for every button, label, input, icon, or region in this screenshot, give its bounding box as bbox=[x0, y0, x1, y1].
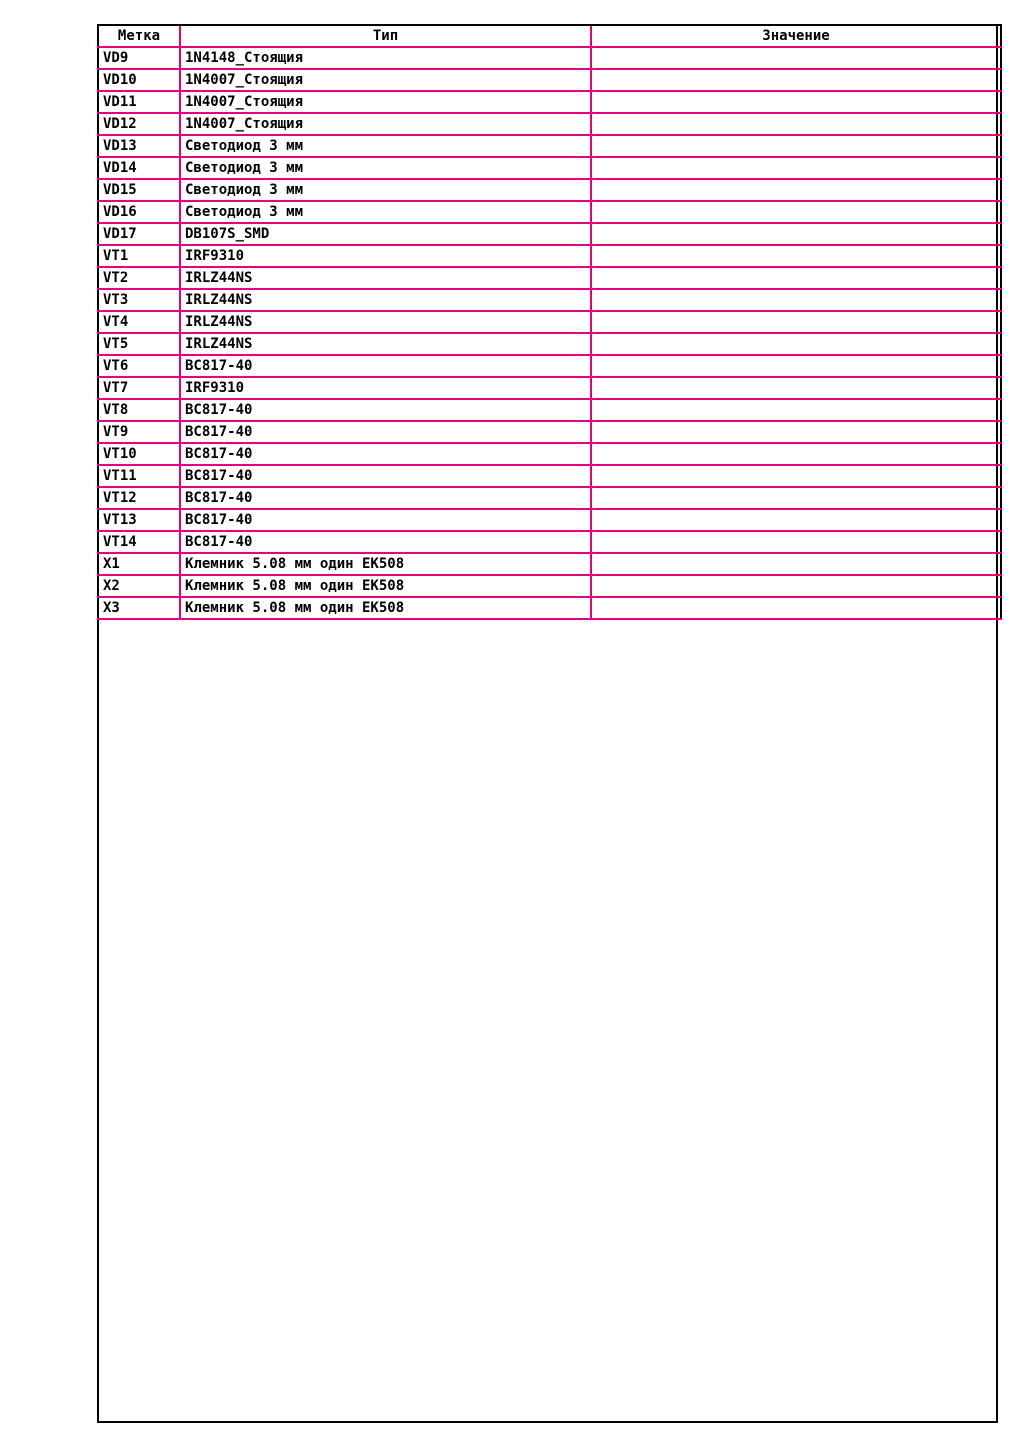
table-row bbox=[98, 487, 1001, 509]
cell-type: IRF9310 bbox=[180, 245, 591, 267]
cell-value bbox=[591, 179, 1001, 201]
table-row bbox=[98, 245, 1001, 267]
cell-value bbox=[591, 91, 1001, 113]
cell-type: BC817-40 bbox=[180, 443, 591, 465]
cell-type: IRLZ44NS bbox=[180, 311, 591, 333]
cell-ref: X3 bbox=[98, 597, 180, 619]
cell-type: Клемник 5.08 мм один EK508 bbox=[180, 553, 591, 575]
table-row bbox=[98, 465, 1001, 487]
cell-type: 1N4148_Стоящия bbox=[180, 47, 591, 69]
cell-ref: VT13 bbox=[98, 509, 180, 531]
cell-ref: VT11 bbox=[98, 465, 180, 487]
cell-value bbox=[591, 267, 1001, 289]
cell-value bbox=[591, 113, 1001, 135]
cell-ref: VD10 bbox=[98, 69, 180, 91]
cell-ref: VD12 bbox=[98, 113, 180, 135]
table-row bbox=[98, 443, 1001, 465]
cell-value bbox=[591, 531, 1001, 553]
table-row bbox=[98, 267, 1001, 289]
cell-value bbox=[591, 597, 1001, 619]
cell-type: Светодиод 3 мм bbox=[180, 201, 591, 223]
cell-type: IRF9310 bbox=[180, 377, 591, 399]
cell-value bbox=[591, 509, 1001, 531]
cell-ref: VT14 bbox=[98, 531, 180, 553]
table-row bbox=[98, 377, 1001, 399]
cell-ref: VD17 bbox=[98, 223, 180, 245]
table-row bbox=[98, 531, 1001, 553]
cell-type: Светодиод 3 мм bbox=[180, 157, 591, 179]
table-row bbox=[98, 355, 1001, 377]
cell-value bbox=[591, 223, 1001, 245]
cell-value bbox=[591, 465, 1001, 487]
cell-type: BC817-40 bbox=[180, 421, 591, 443]
cell-type: Клемник 5.08 мм один EK508 bbox=[180, 575, 591, 597]
cell-value bbox=[591, 69, 1001, 91]
cell-ref: X1 bbox=[98, 553, 180, 575]
cell-value bbox=[591, 311, 1001, 333]
cell-value bbox=[591, 135, 1001, 157]
cell-type: DB107S_SMD bbox=[180, 223, 591, 245]
cell-type: BC817-40 bbox=[180, 531, 591, 553]
table-row bbox=[98, 223, 1001, 245]
cell-ref: VT10 bbox=[98, 443, 180, 465]
cell-type: Светодиод 3 мм bbox=[180, 135, 591, 157]
cell-ref: VT9 bbox=[98, 421, 180, 443]
table-row bbox=[98, 311, 1001, 333]
table-row bbox=[98, 597, 1001, 619]
cell-value bbox=[591, 377, 1001, 399]
table-row bbox=[98, 113, 1001, 135]
cell-ref: VT12 bbox=[98, 487, 180, 509]
cell-value bbox=[591, 47, 1001, 69]
table-row bbox=[98, 289, 1001, 311]
cell-value bbox=[591, 575, 1001, 597]
table-row bbox=[98, 91, 1001, 113]
header-type: Тип bbox=[180, 25, 591, 47]
cell-type: BC817-40 bbox=[180, 487, 591, 509]
cell-type: BC817-40 bbox=[180, 509, 591, 531]
cell-type: BC817-40 bbox=[180, 399, 591, 421]
cell-value bbox=[591, 421, 1001, 443]
table-row bbox=[98, 157, 1001, 179]
cell-ref: VT2 bbox=[98, 267, 180, 289]
cell-ref: VT3 bbox=[98, 289, 180, 311]
table-row bbox=[98, 333, 1001, 355]
cell-value bbox=[591, 201, 1001, 223]
table-row bbox=[98, 201, 1001, 223]
cell-type: Светодиод 3 мм bbox=[180, 179, 591, 201]
table-row bbox=[98, 421, 1001, 443]
cell-type: 1N4007_Стоящия bbox=[180, 113, 591, 135]
header-row bbox=[98, 25, 1001, 47]
cell-value bbox=[591, 245, 1001, 267]
cell-type: 1N4007_Стоящия bbox=[180, 69, 591, 91]
cell-ref: VD14 bbox=[98, 157, 180, 179]
cell-type: IRLZ44NS bbox=[180, 333, 591, 355]
cell-ref: VD15 bbox=[98, 179, 180, 201]
table-row bbox=[98, 575, 1001, 597]
table-row bbox=[98, 399, 1001, 421]
cell-ref: X2 bbox=[98, 575, 180, 597]
cell-type: BC817-40 bbox=[180, 465, 591, 487]
cell-value bbox=[591, 399, 1001, 421]
cell-ref: VT7 bbox=[98, 377, 180, 399]
table-row bbox=[98, 179, 1001, 201]
cell-ref: VD11 bbox=[98, 91, 180, 113]
cell-value bbox=[591, 157, 1001, 179]
cell-value bbox=[591, 487, 1001, 509]
cell-ref: VD16 bbox=[98, 201, 180, 223]
table-row bbox=[98, 553, 1001, 575]
table-row bbox=[98, 509, 1001, 531]
header-ref: Метка bbox=[98, 25, 180, 47]
cell-ref: VD9 bbox=[98, 47, 180, 69]
cell-type: IRLZ44NS bbox=[180, 289, 591, 311]
cell-ref: VT4 bbox=[98, 311, 180, 333]
cell-value bbox=[591, 355, 1001, 377]
cell-type: 1N4007_Стоящия bbox=[180, 91, 591, 113]
table-body bbox=[98, 47, 1001, 619]
table-row bbox=[98, 69, 1001, 91]
cell-value bbox=[591, 443, 1001, 465]
cell-type: BC817-40 bbox=[180, 355, 591, 377]
table-row bbox=[98, 135, 1001, 157]
cell-type: Клемник 5.08 мм один EK508 bbox=[180, 597, 591, 619]
bom-table bbox=[97, 24, 1002, 620]
cell-ref: VT8 bbox=[98, 399, 180, 421]
cell-type: IRLZ44NS bbox=[180, 267, 591, 289]
cell-ref: VT1 bbox=[98, 245, 180, 267]
cell-ref: VT6 bbox=[98, 355, 180, 377]
cell-ref: VT5 bbox=[98, 333, 180, 355]
cell-ref: VD13 bbox=[98, 135, 180, 157]
cell-value bbox=[591, 289, 1001, 311]
header-value: Значение bbox=[591, 25, 1001, 47]
cell-value bbox=[591, 553, 1001, 575]
table-row bbox=[98, 47, 1001, 69]
cell-value bbox=[591, 333, 1001, 355]
